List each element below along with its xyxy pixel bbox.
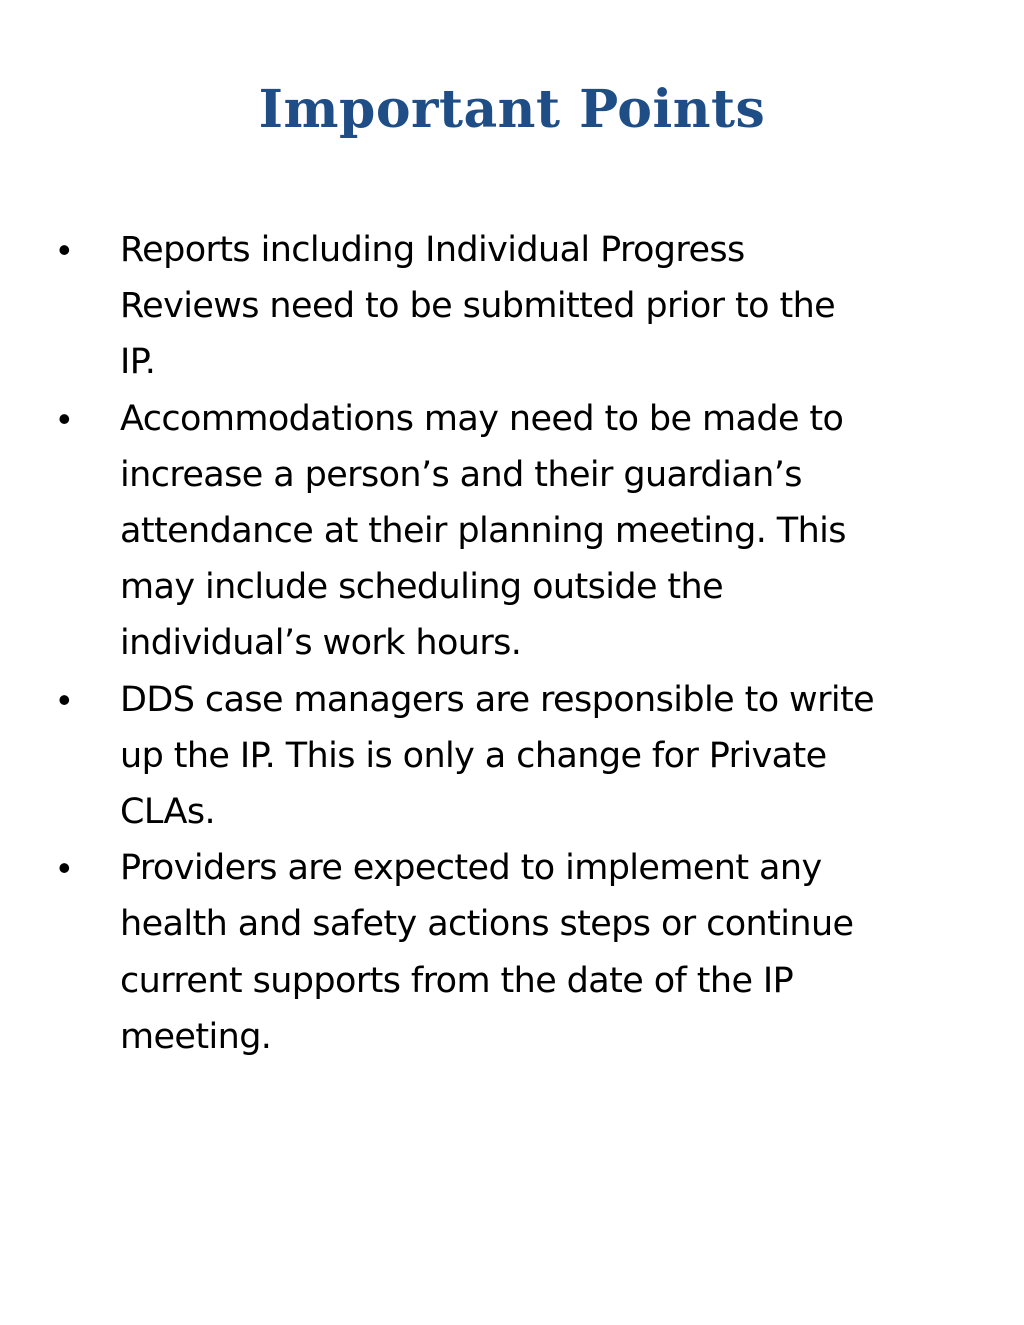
bullet-item-accommodations xyxy=(58,391,978,672)
text-line: increase a person’s and their guardian’s xyxy=(120,454,802,495)
text-line: current supports from the date of the IP xyxy=(120,960,794,1001)
bullet-text xyxy=(120,391,978,672)
bullet-text xyxy=(120,840,978,1065)
bullet-item-case-managers xyxy=(58,672,978,841)
text-line: health and safety actions steps or continue xyxy=(120,904,854,945)
text-line: may include scheduling outside the xyxy=(120,567,724,608)
bullet-item-reports xyxy=(58,222,978,391)
text-line: DDS case managers are responsible to write xyxy=(120,679,875,720)
text-line: IP. xyxy=(120,342,156,383)
bullet-text xyxy=(120,222,978,391)
text-line: up the IP. This is only a change for Private xyxy=(120,735,827,776)
bullet-text xyxy=(120,672,978,841)
bullet-icon: • xyxy=(58,229,71,270)
page-title: Important Points xyxy=(258,79,766,140)
text-line: Reports including Individual Progress xyxy=(120,230,745,270)
text-line: Providers are expected to implement any xyxy=(120,848,822,889)
text-line: CLAs. xyxy=(120,792,216,833)
bullet-list xyxy=(58,222,978,1065)
text-line: individual’s work hours. xyxy=(120,623,522,664)
text-line: Reviews need to be submitted prior to the xyxy=(120,286,836,327)
text-line: meeting. xyxy=(120,1016,272,1057)
bullet-icon: • xyxy=(58,847,71,889)
text-line: attendance at their planning meeting. This xyxy=(120,511,846,552)
bullet-icon: • xyxy=(58,397,71,439)
bullet-icon: • xyxy=(58,678,71,720)
bullet-item-providers xyxy=(58,840,978,1065)
text-line: Accommodations may need to be made to xyxy=(120,398,844,439)
